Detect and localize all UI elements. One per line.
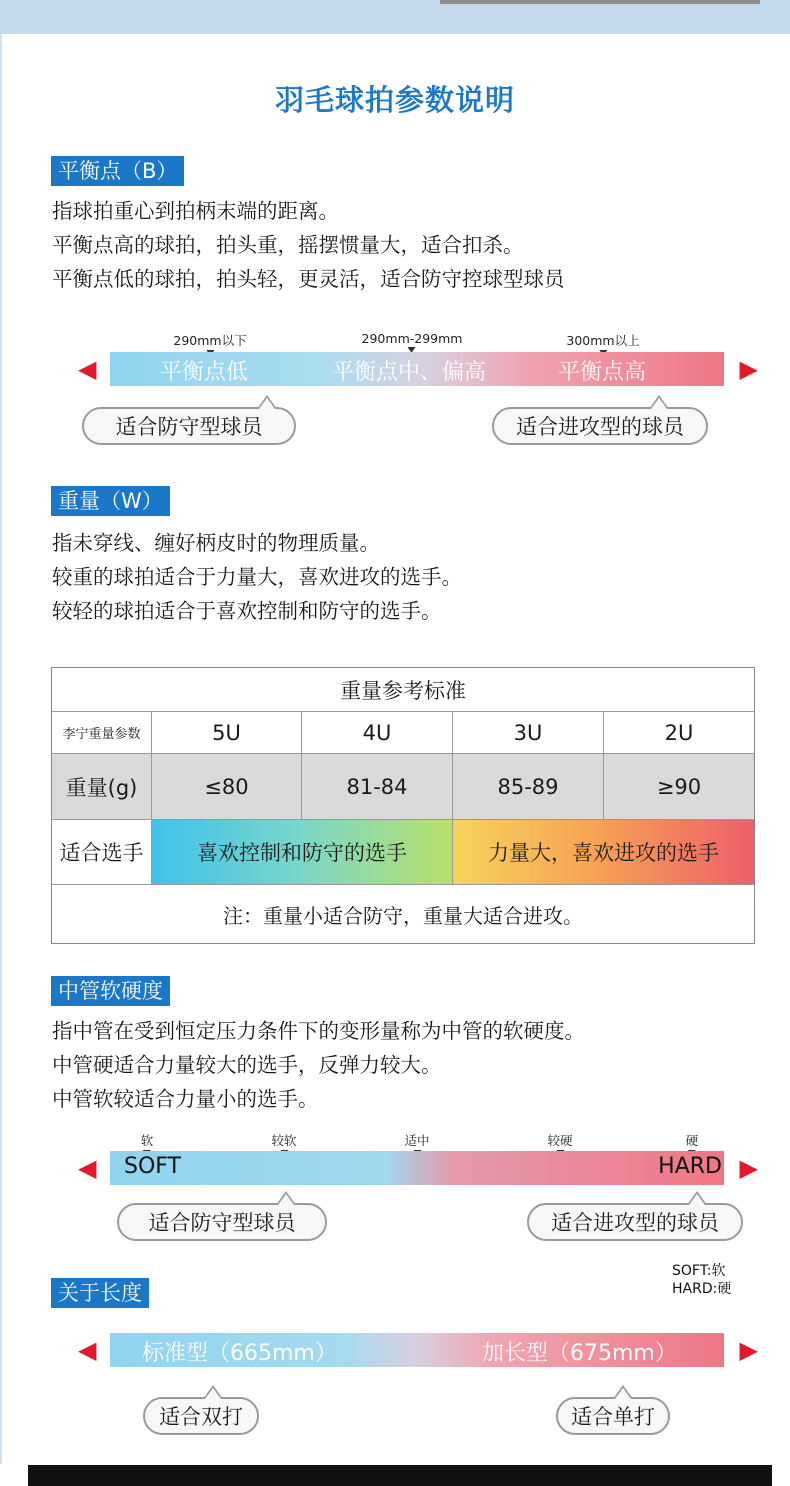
length-tag: 关于长度: [51, 1278, 149, 1308]
grade-row-label: 李宁重量参数: [52, 712, 152, 754]
length-doubles-pill: [143, 1397, 259, 1435]
length-extended-label: 加长型（675mm）: [482, 1341, 677, 1366]
stiffness-tick-soft-label: 软: [140, 1133, 154, 1148]
stiffness-scale: [78, 1151, 758, 1191]
balance-line-1: 指球拍重心到拍柄末端的距离。: [52, 199, 339, 223]
right-arrow-icon: ▶: [739, 1154, 758, 1182]
pointer-icon: [276, 1191, 296, 1205]
grade-2u: 2U: [604, 712, 754, 754]
pointer-icon: [649, 395, 669, 409]
stiffness-tag: 中管软硬度: [51, 976, 170, 1006]
balance-defense-pill-label: 适合防守型球员: [115, 415, 263, 439]
balance-gradient-bar: [110, 352, 724, 386]
length-doubles-pill-label: 适合双打: [159, 1405, 243, 1429]
stiffness-defense-pill: [117, 1203, 327, 1241]
weight-tag: 重量（W）: [51, 486, 170, 516]
weight-4u: 81-84: [302, 754, 453, 820]
length-standard-label: 标准型（665mm）: [142, 1341, 337, 1366]
balance-line-2: 平衡点高的球拍，拍头重，摇摆惯量大，适合扣杀。: [52, 233, 524, 257]
weight-5u: ≤80: [152, 754, 302, 820]
balance-label-high: 平衡点高: [558, 360, 647, 385]
balance-tick-mid: [362, 331, 463, 353]
stiffness-tick-medium-label: 适中: [404, 1133, 430, 1148]
left-arrow-icon: ◀: [78, 355, 97, 383]
grade-4u: 4U: [302, 712, 453, 754]
balance-tick-low-label: 290mm以下: [173, 333, 247, 348]
stiffness-line-3: 中管软较适合力量小的选手。: [52, 1087, 319, 1111]
stiffness-line-1: 指中管在受到恒定压力条件下的变形量称为中管的软硬度。: [52, 1019, 585, 1043]
right-arrow-icon: ▶: [739, 355, 758, 383]
weight-3u: 85-89: [453, 754, 604, 820]
balance-description: [52, 194, 565, 296]
table-note: 注：重量小适合防守，重量大适合进攻。: [223, 903, 583, 928]
balance-label-low: 平衡点低: [160, 360, 249, 385]
stiffness-tick-fairly-hard-label: 较硬: [547, 1133, 573, 1148]
length-scale: [78, 1333, 758, 1373]
pointer-icon: [613, 1385, 633, 1399]
balance-defense-pill: [82, 407, 296, 445]
left-arrow-icon: ◀: [78, 1154, 97, 1182]
weight-row-label: 重量(g): [52, 754, 152, 820]
pointer-icon: [203, 1385, 223, 1399]
pointer-icon: [687, 1191, 707, 1205]
weight-line-2: 较重的球拍适合于力量大，喜欢进攻的选手。: [52, 565, 462, 589]
right-arrow-icon: ▶: [739, 1336, 758, 1364]
banner-photo-edge: [440, 0, 760, 4]
stiffness-gradient-bar: [110, 1151, 724, 1185]
grade-3u: 3U: [453, 712, 604, 754]
weight-description: [52, 526, 462, 628]
stiffness-hard-label: HARD: [658, 1154, 722, 1179]
balance-tick-mid-label: 290mm-299mm: [361, 331, 463, 346]
left-arrow-icon: ◀: [78, 1336, 97, 1364]
stiffness-defense-pill-label: 适合防守型球员: [148, 1211, 296, 1235]
stiffness-attack-pill-label: 适合进攻型的球员: [551, 1211, 719, 1235]
balance-scale: [78, 352, 758, 392]
page-title: 羽毛球拍参数说明: [274, 83, 515, 117]
table-title: 重量参考标准: [52, 668, 754, 712]
balance-tick-high-label: 300mm以上: [566, 333, 640, 348]
stiffness-tick-fairly-soft-label: 较软: [271, 1133, 297, 1148]
balance-attack-pill-label: 适合进攻型的球员: [516, 415, 684, 439]
stiffness-soft-label: SOFT: [124, 1154, 181, 1179]
length-gradient-bar: [110, 1333, 724, 1367]
weight-line-3: 较轻的球拍适合于喜欢控制和防守的选手。: [52, 599, 442, 623]
legend-hard: HARD:硬: [672, 1281, 732, 1297]
stiffness-attack-pill: [527, 1203, 743, 1241]
grade-5u: 5U: [152, 712, 302, 754]
left-border: [0, 34, 2, 1464]
balance-tag: 平衡点（B）: [51, 156, 184, 186]
stiffness-line-2: 中管硬适合力量较大的选手，反弹力较大。: [52, 1053, 442, 1077]
fit-row-label: 适合选手: [52, 820, 152, 885]
length-singles-pill-label: 适合单打: [571, 1405, 655, 1429]
balance-attack-pill: [492, 407, 708, 445]
bottom-banner: [28, 1465, 772, 1486]
balance-label-mid: 平衡点中、偏高: [332, 360, 487, 385]
fit-heavy-players: 力量大，喜欢进攻的选手: [453, 820, 754, 885]
weight-line-1: 指未穿线、缠好柄皮时的物理质量。: [52, 531, 380, 555]
stiffness-legend: [672, 1262, 731, 1298]
balance-line-3: 平衡点低的球拍，拍头轻，更灵活，适合防守控球型球员: [52, 267, 565, 291]
weight-2u: ≥90: [604, 754, 754, 820]
stiffness-tick-hard-label: 硬: [685, 1133, 699, 1148]
top-banner: [0, 0, 790, 34]
fit-light-players: 喜欢控制和防守的选手: [152, 820, 453, 885]
legend-soft: SOFT:软: [672, 1263, 726, 1279]
pointer-icon: [257, 395, 277, 409]
length-singles-pill: [556, 1397, 670, 1435]
weight-reference-table: [51, 667, 755, 944]
stiffness-description: [52, 1014, 585, 1116]
